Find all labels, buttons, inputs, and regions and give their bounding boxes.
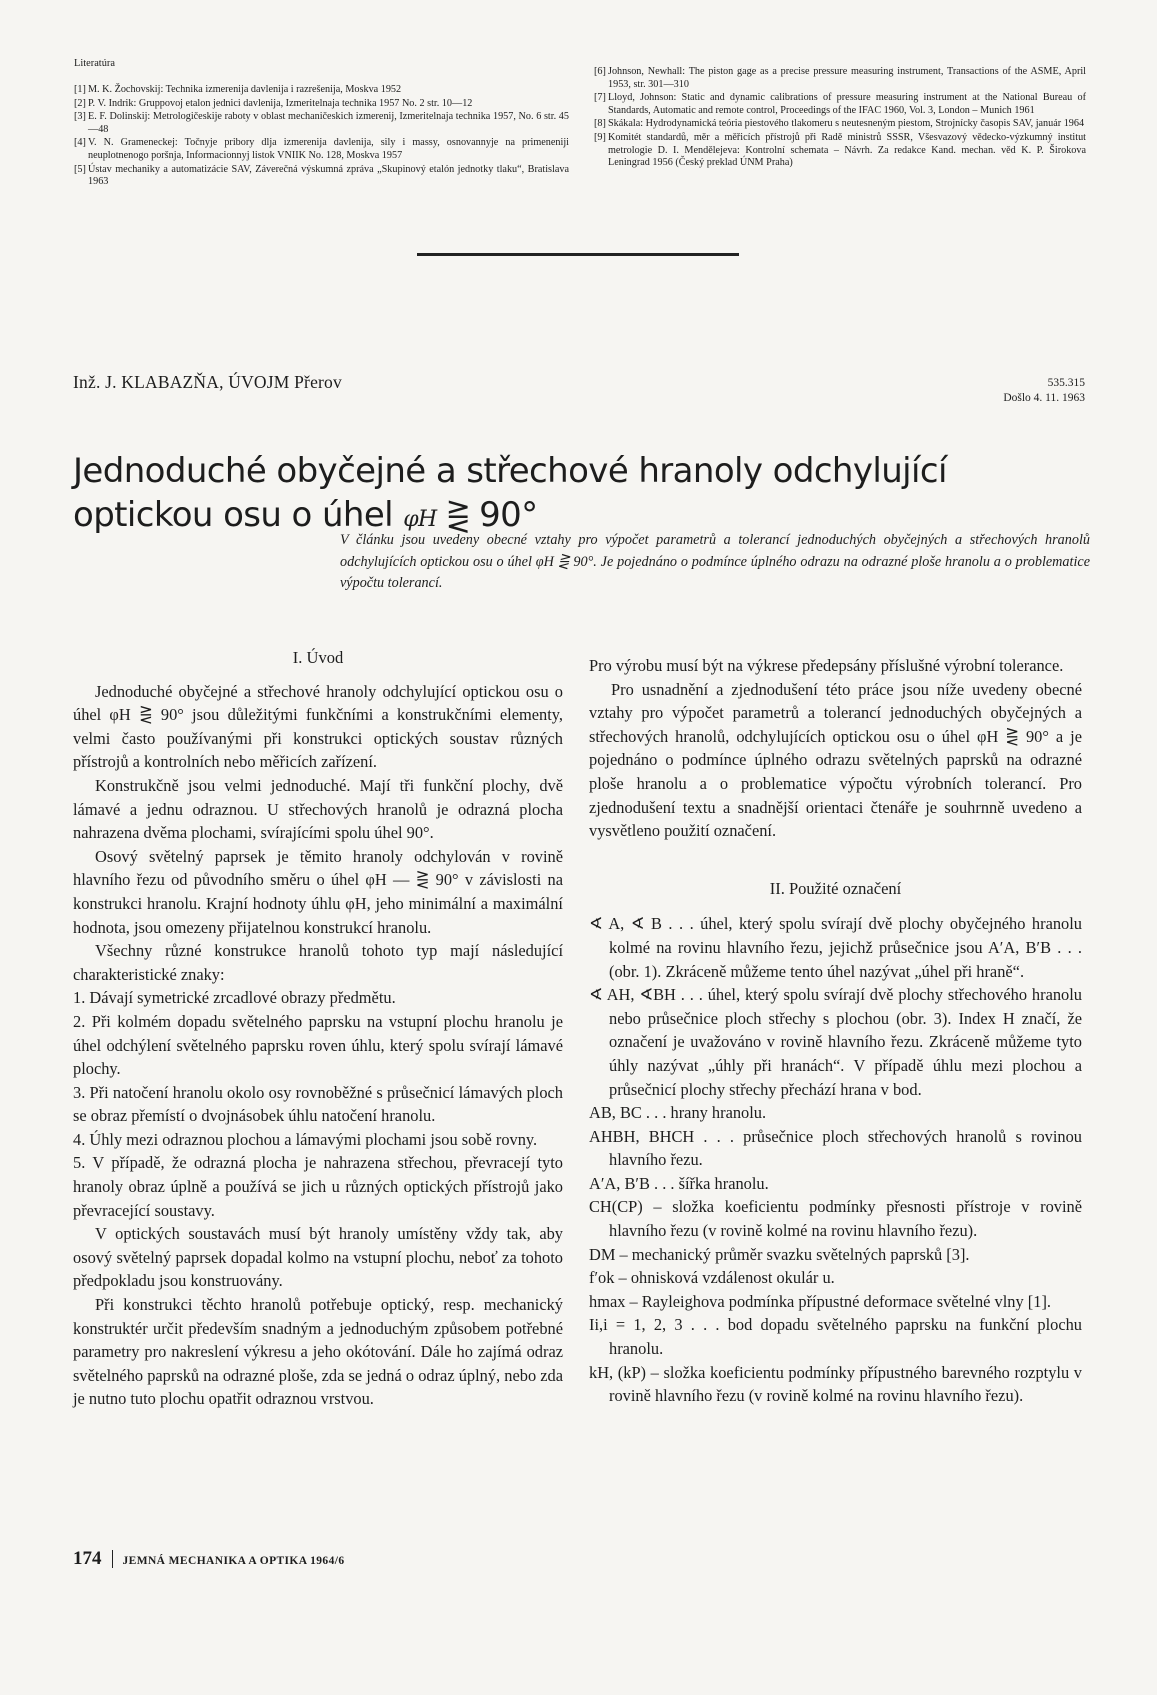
reference-text: Ústav mechaniky a automatizácie SAV, Záverečná výskumná zpráva „Skupinový etalón jednotky tlaku“, Bratislava 1963 xyxy=(88,163,569,188)
body-left-column xyxy=(73,648,563,1411)
reference-item xyxy=(74,137,569,162)
notation-item: f′ok – ohnisková vzdálenost okulár u. xyxy=(589,1268,835,1288)
journal-name: JEMNÁ MECHANIKA A OPTIKA 1964/6 xyxy=(122,1555,345,1567)
list-item: 4. Úhly mezi odraznou plochou a lámavými plochami jsou sobě rovny. xyxy=(73,1129,538,1149)
paragraph: Při konstrukci těchto hranolů potřebuje optický, resp. mechanický konstruktér určit především snadným a jednoduchým způsobem potřebné parametry pro nakreslení výkresu a jeho okótování. Dále ho zajímá odraz světelného paprsků na odrazné ploše, zda se jedná o odraz úplný, nebo zda je nutno tuto plochu opatřit odraznou vrstvou. xyxy=(73,1295,563,1409)
article-title xyxy=(73,449,1093,542)
notation-item: AB, BC . . . hrany hranolu. xyxy=(589,1103,767,1123)
article-meta xyxy=(1003,376,1085,406)
reference-text: Lloyd, Johnson: Static and dynamic calibrations of pressure measuring instrument at the National Bureau of Standards, Automatic and remote control, Proceedings of the IFAC 1960, Vol. 3, London – Munich 1961 xyxy=(608,92,1086,116)
reference-text: E. F. Dolinskij: Metrologičeskije raboty v oblast mechaničeskich izmerenij, Izmeritelnaja technika 1957, No. 6 str. 45—48 xyxy=(88,111,569,135)
notation-item: Ii,i = 1, 2, 3 . . . bod dopadu světelného paprsku na funkční plochu hranolu. xyxy=(589,1315,1082,1359)
notation-item: DM – mechanický průměr svazku světelných paprsků [3]. xyxy=(589,1244,970,1264)
paragraph: Pro výrobu musí být na výkrese předepsány příslušné výrobní tolerance. xyxy=(589,656,1064,675)
paragraph: Jednoduché obyčejné a střechové hranoly odchylující optickou osu o úhel φH ⋛ 90° jsou důležitými funkčními a konstrukčními elementy, velmi často používanými při konstrukci optických soustav různých přístrojů a kontrolních nebo měřicích zařízení. xyxy=(73,681,563,772)
section-heading-intro: I. Úvod xyxy=(292,648,344,667)
notation-item: hmax – Rayleighova podmínka přípustné deformace světelné vlny [1]. xyxy=(589,1291,1051,1311)
title-phi-symbol: φH xyxy=(403,506,437,532)
reference-item xyxy=(74,111,569,136)
title-text: Jednoduché obyčejné a střechové hranoly odchylující optickou osu o úhel xyxy=(73,450,947,535)
list-item: 1. Dávají symetrické zrcadlové obrazy předmětu. xyxy=(73,988,396,1008)
title-angle: 90° xyxy=(479,494,538,535)
reference-item xyxy=(594,132,1086,170)
reference-text: V. N. Grameneckej: Točnyje pribory dlja izmerenija davlenija, sily i massy, osnovannyje na primeneniji neuplotnenogo poršnja, Informacionnyj listok VNIIK No. 128, Moskva 1957 xyxy=(88,137,569,161)
paragraph: Konstrukčně jsou velmi jednoduché. Mají tři funkční plochy, dvě lámavé a jednu odraznou. U střechových hranolů je odrazná plocha nahrazena dvěma plochami, svírajícími spolu úhel 90°. xyxy=(73,775,563,843)
reference-number: [4] xyxy=(74,137,86,149)
page-number: 174 xyxy=(73,1548,102,1569)
article-author: Inž. J. KLABAZŇA, ÚVOJM Přerov xyxy=(73,372,342,392)
reference-item xyxy=(594,118,1086,131)
notation-item: CH(CP) – složka koeficientu podmínky přesnosti přístroje v rovině hlavního řezu (v rovině kolmé na rovinu hlavního řezu). xyxy=(589,1197,1082,1241)
reference-text: M. K. Žochovskij: Technika izmerenija davlenija i razrešenija, Moskva 1952 xyxy=(88,84,402,95)
list-item: 2. Při kolmém dopadu světelného paprsku na vstupní plochu hranolu je úhel odchýlení světelného paprsku roven úhlu, který spolu svírají lámavé plochy. xyxy=(73,1011,563,1079)
references-left-column xyxy=(74,84,569,190)
reference-number: [2] xyxy=(74,97,86,109)
reference-number: [1] xyxy=(74,84,86,95)
paragraph: V optických soustavách musí být hranoly umístěny vždy tak, aby osový světelný paprsek dopadal kolmo na vstupní plochu, neboť za tohoto předpokladu jsou konstruovány. xyxy=(73,1224,563,1291)
paragraph: Pro usnadnění a zjednodušení této práce jsou níže uvedeny obecné vztahy pro výpočet parametrů a tolerancí jednoduchých obyčejných a střechových hranolů, odchylujících optickou osu o úhel φH ⋛ 90° a je pojednáno o podmínce úplného odrazu světelných paprsků na odrazné ploše hranolu a o problematice výpočtu výrobních tolerancí. Pro zjednodušení textu a snadnější orientaci čtenáře je souhrnně uvedeno a vysvětleno použití označení. xyxy=(589,679,1082,841)
reference-text: Komitét standardů, měr a měřicích přístrojů při Radě ministrů SSSR, Všesvazový vědecko-výzkumný institut metrologie D. I. Mendělejeva: Kontrolní schemata – Návrh. Za redakce Kand. mechan. věd K. P. Širokova Leningrad 1956 (Český preklad ÚNM Praha) xyxy=(608,131,1086,169)
section-divider xyxy=(417,253,739,256)
page-footer xyxy=(73,1548,344,1570)
footer-separator xyxy=(112,1550,113,1568)
reference-item xyxy=(74,84,569,97)
reference-text: Johnson, Newhall: The piston gage as a precise pressure measuring instrument, Transactions of the ASME, April 1953, str. 301—310 xyxy=(608,66,1086,90)
body-right-column xyxy=(589,654,1082,1408)
reference-item xyxy=(74,98,569,111)
section-heading-notation: II. Použité označení xyxy=(769,878,902,898)
reference-item xyxy=(594,66,1086,91)
reference-text: P. V. Indrik: Gruppovoj etalon jednici davlenija, Izmeritelnaja technika 1957 No. 2 str. 10—12 xyxy=(88,97,473,109)
paragraph: Osový světelný paprsek je těmito hranoly odchylován v rovině hlavního řezu od původního směru o úhel φH — ⋛ 90° v závislosti na konstrukci hranolu. Krajní hodnoty úhlu φH, jeho minimální a maximální hodnota, jsou omezeny přijatelnou konstrukcí hranolu. xyxy=(73,846,563,937)
article-abstract: V článku jsou uvedeny obecné vztahy pro výpočet parametrů a tolerancí jednoduchých obyčejných a střechových hranolů odchylujících optickou osu o úhel φH ⋛ 90°. Je pojednáno o podmínce úplného odrazu na odrazné ploše hranolu a o problematice výpočtu tolerancí. xyxy=(340,532,1090,591)
list-item: 5. V případě, že odrazná plocha je nahrazena střechou, převracejí tyto hranoly obraz úplně a používá se jich u různých optických přístrojů jako převracející soustavy. xyxy=(73,1153,563,1220)
list-item: 3. Při natočení hranolu okolo osy rovnoběžné s průsečnicí lámavých ploch se obraz přemístí o dvojnásobek úhlu natočení hranolu. xyxy=(73,1082,563,1126)
title-relation-symbol: ⋛ xyxy=(436,498,480,534)
reference-number: [8] xyxy=(594,118,606,130)
references-right-column xyxy=(594,66,1086,171)
reference-item xyxy=(594,92,1086,117)
reference-text: Skákala: Hydrodynamická teória piestového tlakomeru s neutesneným piestom, Strojnícky časopis SAV, január 1964 xyxy=(608,118,1085,130)
notation-item: ∢ A, ∢ B . . . úhel, který spolu svírají dvě plochy obyčejného hranolu kolmé na rovinu hlavního řezu, jejichž průsečnice jsou A′A, B′B . . . (obr. 1). Zkráceně můžeme tento úhel nazývat „úhel při hraně“. xyxy=(589,914,1082,981)
udc-code: 535.315 xyxy=(1047,377,1085,389)
notation-item: kH, (kP) – složka koeficientu podmínky přípustného barevného rozptylu v rovině hlavního řezu (v rovině kolmé na rovinu hlavního řezu). xyxy=(589,1362,1082,1406)
reference-number: [9] xyxy=(594,131,606,143)
notation-item: ∢ AH, ∢BH . . . úhel, který spolu svírají dvě plochy střechového hranolu nebo průsečnice ploch střechy s plochou (obr. 3). Index H značí, že označení je uvažováno v rovině hlavního řezu. Zkráceně můžeme tyto úhly nazývat „úhly při hranách“. V případě úhlu mezi plochou a průsečnicí plochy střechy přechází hrana v bod. xyxy=(589,985,1082,1099)
references-heading: Literatúra xyxy=(74,58,115,69)
notation-item: A′A, B′B . . . šířka hranolu. xyxy=(589,1173,769,1193)
received-date: Došlo 4. 11. 1963 xyxy=(1003,392,1085,404)
reference-number: [6] xyxy=(594,66,606,77)
reference-item xyxy=(74,164,569,189)
reference-number: [7] xyxy=(594,92,606,104)
notation-item: AHBH, BHCH . . . průsečnice ploch střechových hranolů s rovinou hlavního řezu. xyxy=(589,1126,1082,1170)
reference-number: [3] xyxy=(74,111,86,123)
paragraph: Všechny různé konstrukce hranolů tohoto typ mají následující charakteristické znaky: xyxy=(73,941,563,984)
reference-number: [5] xyxy=(74,163,86,175)
